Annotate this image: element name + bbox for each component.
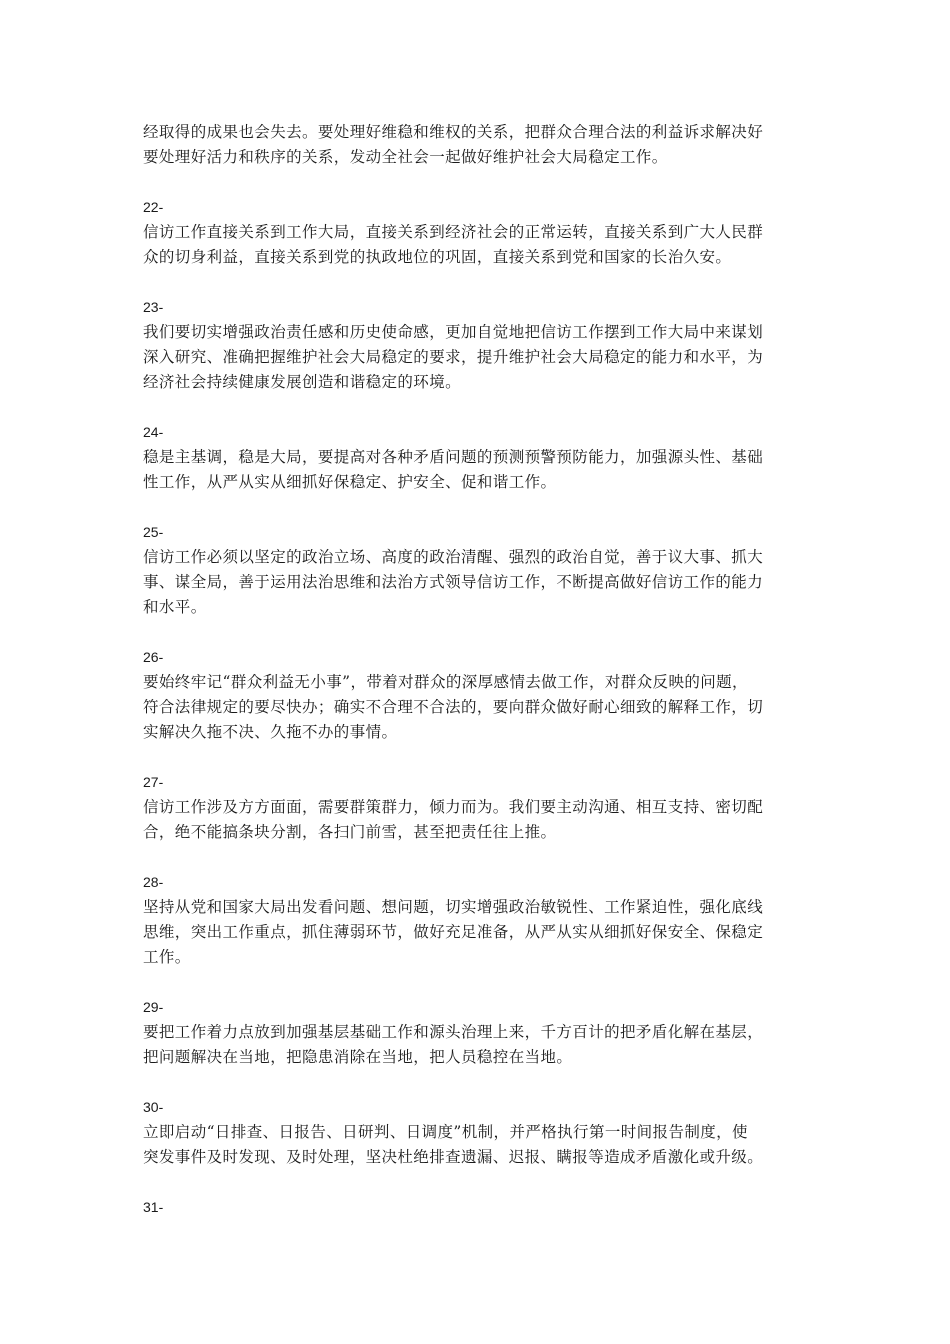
text-line: 性工作，从严从实从细抓好保稳定、护安全、促和谐工作。 [143,473,557,491]
numbered-item [143,645,811,745]
numbered-item [143,770,811,845]
text-line: 信访工作直接关系到工作大局，直接关系到经济社会的正常运转，直接关系到广大人民群 [143,223,764,241]
paragraph-text [143,670,811,745]
text-line: 立即启动“日排查、日报告、日研判、日调度”机制，并严格执行第一时间报告制度，使 [143,1123,748,1141]
item-number: 29- [143,999,164,1015]
text-line: 思维，突出工作重点，抓住薄弱环节，做好充足准备，从严从实从细抓好保安全、保稳定 [143,923,764,941]
numbered-item [143,1095,811,1170]
text-line: 经济社会持续健康发展创造和谐稳定的环境。 [143,373,462,391]
text-line: 要处理好活力和秩序的关系，发动全社会一起做好维护社会大局稳定工作。 [143,148,668,166]
item-number: 27- [143,774,164,790]
numbered-item [143,1195,811,1220]
numbered-item [143,520,811,620]
text-line: 我们要切实增强政治责任感和历史使命感，更加自觉地把信访工作摆到工作大局中来谋划 [143,323,764,341]
paragraph-text [143,120,811,170]
paragraph-text [143,445,811,495]
item-number: 23- [143,299,164,315]
text-line: 深入研究、准确把握维护社会大局稳定的要求，提升维护社会大局稳定的能力和水平，为 [143,348,764,366]
text-line: 和水平。 [143,598,207,616]
paragraph-text [143,1120,811,1170]
item-number: 28- [143,874,164,890]
text-line: 信访工作必须以坚定的政治立场、高度的政治清醒、强烈的政治自觉，善于议大事、抓大 [143,548,764,566]
paragraph-text [143,220,811,270]
numbered-item [143,195,811,270]
item-number: 22- [143,199,164,215]
numbered-item [143,420,811,495]
intro-paragraph [143,120,811,170]
item-number: 24- [143,424,164,440]
text-line: 突发事件及时发现、及时处理，坚决杜绝排查遗漏、迟报、瞒报等造成矛盾激化或升级。 [143,1148,764,1166]
text-line: 坚持从党和国家大局出发看问题、想问题，切实增强政治敏锐性、工作紧迫性，强化底线 [143,898,764,916]
text-line: 把问题解决在当地，把隐患消除在当地，把人员稳控在当地。 [143,1048,573,1066]
paragraph-text [143,320,811,395]
numbered-item [143,870,811,970]
numbered-item [143,995,811,1070]
item-number: 31- [143,1199,164,1215]
paragraph-text [143,545,811,620]
text-line: 符合法律规定的要尽快办；确实不合理不合法的，要向群众做好耐心细致的解释工作，切 [143,698,764,716]
text-line: 经取得的成果也会失去。要处理好维稳和维权的关系，把群众合理合法的利益诉求解决好 [143,123,764,141]
text-line: 实解决久拖不决、久拖不办的事情。 [143,723,398,741]
text-line: 事、谋全局，善于运用法治思维和法治方式领导信访工作，不断提高做好信访工作的能力 [143,573,764,591]
text-line: 信访工作涉及方方面面，需要群策群力，倾力而为。我们要主动沟通、相互支持、密切配 [143,798,764,816]
text-line: 要始终牢记“群众利益无小事”，带着对群众的深厚感情去做工作，对群众反映的问题， [143,673,748,691]
numbered-item [143,295,811,395]
item-number: 26- [143,649,164,665]
paragraph-text [143,895,811,970]
item-number: 25- [143,524,164,540]
item-number: 30- [143,1099,164,1115]
paragraph-text [143,795,811,845]
paragraph-text [143,1020,811,1070]
text-line: 稳是主基调，稳是大局，要提高对各种矛盾问题的预测预警预防能力，加强源头性、基础 [143,448,764,466]
numbered-items [143,195,811,1220]
text-line: 合，绝不能搞条块分割，各扫门前雪，甚至把责任往上推。 [143,823,557,841]
text-line: 要把工作着力点放到加强基层基础工作和源头治理上来，千方百计的把矛盾化解在基层， [143,1023,764,1041]
document-page [143,120,811,1245]
text-line: 工作。 [143,948,191,966]
text-line: 众的切身利益，直接关系到党的执政地位的巩固，直接关系到党和国家的长治久安。 [143,248,732,266]
